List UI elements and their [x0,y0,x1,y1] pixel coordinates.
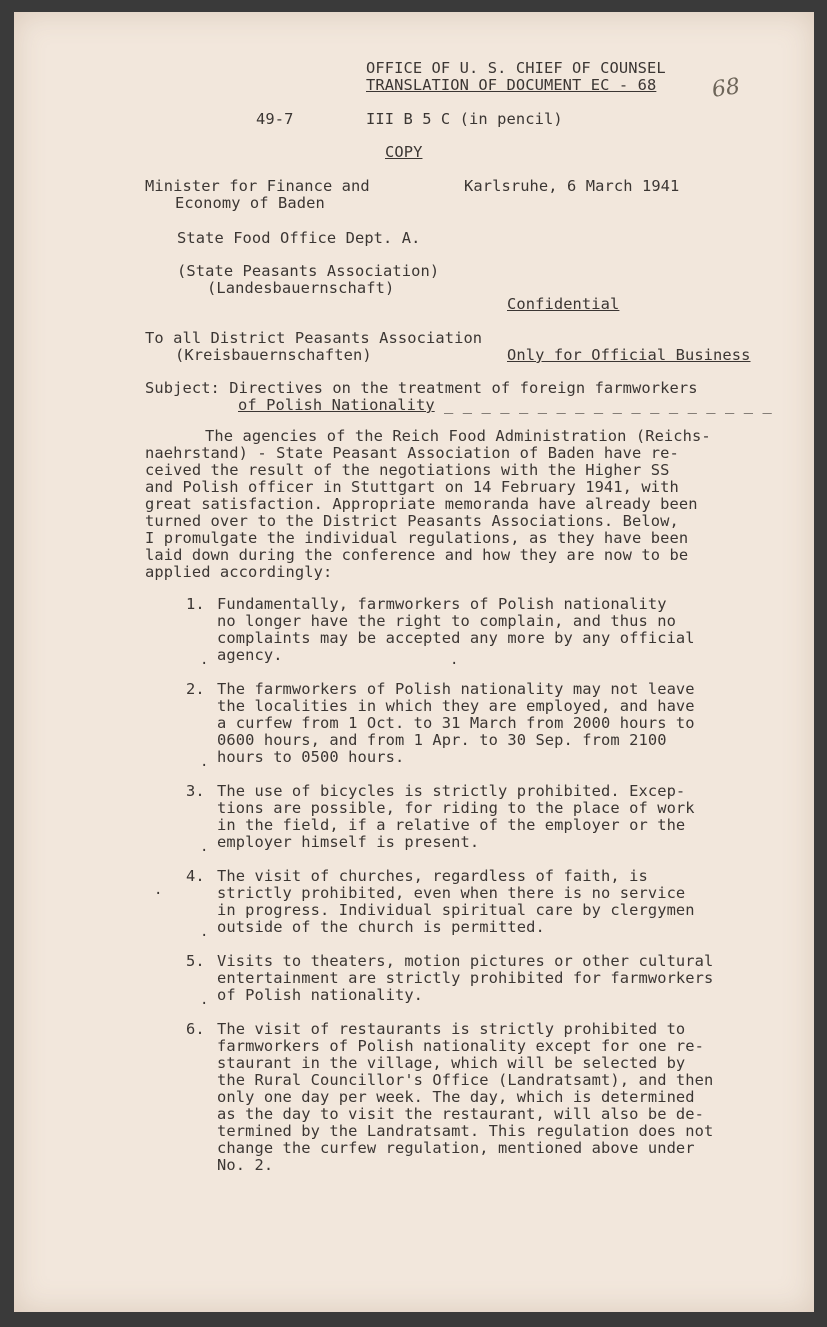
item-text-line: as the day to visit the restaurant, will also be de- [217,1105,705,1123]
intro-line: laid down during the conference and how they are now to be [145,546,689,564]
margin-dot: . [200,924,209,940]
recipient-line-1: To all District Peasants Association [145,329,483,347]
item-text-line: only one day per week. The day, which is determined [217,1088,695,1106]
item-text-line: agency. [217,646,283,664]
item-number: 6. [186,1020,205,1038]
ref-note: III B 5 C (in pencil) [366,110,563,128]
item-text-line: 0600 hours, and from 1 Apr. to 30 Sep. from 2100 [217,731,667,749]
subject-line-1: Subject: Directives on the treatment of foreign farmworkers [145,379,698,397]
item-text-line: entertainment are strictly prohibited for farmworkers [217,969,714,987]
item-text-line: staurant in the village, which will be selected by [217,1054,686,1072]
item-text-line: strictly prohibited, even when there is no service [217,884,686,902]
item-text-line: The farmworkers of Polish nationality may not leave [217,680,695,698]
item-text-line: tions are possible, for riding to the place of work [217,799,695,817]
confidential-label: Confidential [507,295,620,313]
intro-line: The agencies of the Reich Food Administration (Reichs- [205,427,711,445]
translation-heading: TRANSLATION OF DOCUMENT EC - 68 [366,76,657,94]
item-text-line: no longer have the right to complain, and thus no [217,612,676,630]
item-text-line: outside of the church is permitted. [217,918,545,936]
margin-dot: . [154,882,163,898]
item-number: 2. [186,680,205,698]
item-number: 5. [186,952,205,970]
sender-line-1: Minister for Finance and [145,177,370,195]
item-text-line: the Rural Councillor's Office (Landratsamt), and then [217,1071,714,1089]
intro-line: applied accordingly: [145,563,333,581]
item-text-line: Fundamentally, farmworkers of Polish nationality [217,595,667,613]
item-text-line: No. 2. [217,1156,274,1174]
landesbauernschaft: (Landesbauernschaft) [207,279,395,297]
intro-line: naehrstand) - State Peasant Association of Baden have re- [145,444,679,462]
item-text-line: a curfew from 1 Oct. to 31 March from 2000 hours to [217,714,695,732]
item-text-line: farmworkers of Polish nationality except for one re- [217,1037,705,1055]
margin-dot: . [450,652,459,668]
intro-line: ceived the result of the negotiations with the Higher SS [145,461,670,479]
item-text-line: in the field, if a relative of the employer or the [217,816,686,834]
sender-line-2: Economy of Baden [175,194,325,212]
food-office: State Food Office Dept. A. [177,229,421,247]
item-text-line: The visit of restaurants is strictly prohibited to [217,1020,686,1038]
margin-dot: . [200,652,209,668]
item-text-line: The use of bicycles is strictly prohibited. Excep- [217,782,686,800]
item-text-line: complaints may be accepted any more by any official [217,629,695,647]
intro-line: I promulgate the individual regulations, as they have been [145,529,689,547]
place-date: Karlsruhe, 6 March 1941 [464,177,680,195]
intro-line: and Polish officer in Stuttgart on 14 February 1941, with [145,478,679,496]
document-page [14,12,814,1312]
item-text-line: employer himself is present. [217,833,480,851]
item-text-line: Visits to theaters, motion pictures or other cultural [217,952,714,970]
subject-nationality: of Polish Nationality [238,396,435,414]
peasants-association: (State Peasants Association) [177,262,440,280]
item-number: 4. [186,867,205,885]
official-business-label: Only for Official Business [507,346,751,364]
margin-dot: . [200,754,209,770]
subject-line-2 [238,397,772,414]
item-text-line: change the curfew regulation, mentioned above under [217,1139,695,1157]
subject-dashes: _ _ _ _ _ _ _ _ _ _ _ _ _ _ _ _ _ _ [434,396,772,414]
item-text-line: termined by the Landratsamt. This regulation does not [217,1122,714,1140]
item-text-line: in progress. Individual spiritual care by clergymen [217,901,695,919]
item-text-line: of Polish nationality. [217,986,424,1004]
pencil-mark: 68 [710,74,742,103]
copy-label: COPY [385,143,423,161]
margin-dot: . [200,839,209,855]
intro-line: great satisfaction. Appropriate memoranda have already been [145,495,698,513]
item-text-line: The visit of churches, regardless of faith, is [217,867,648,885]
item-text-line: hours to 0500 hours. [217,748,405,766]
recipient-line-2: (Kreisbauernschaften) [175,346,372,364]
item-number: 1. [186,595,205,613]
item-number: 3. [186,782,205,800]
margin-dot: . [200,992,209,1008]
document-ref: 49-7 [256,110,294,128]
item-text-line: the localities in which they are employed, and have [217,697,695,715]
office-heading: OFFICE OF U. S. CHIEF OF COUNSEL [366,59,666,77]
intro-line: turned over to the District Peasants Associations. Below, [145,512,679,530]
